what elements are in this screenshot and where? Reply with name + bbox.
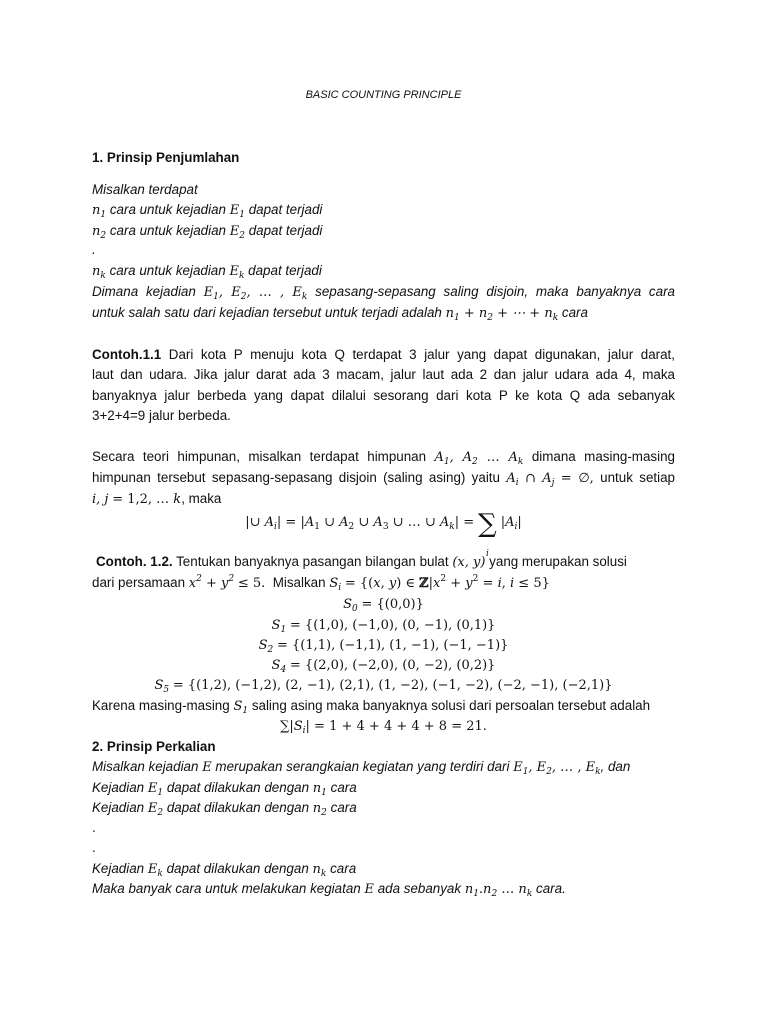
set-theory-line-2: himpunan tersebut sepasang-sepasang disjoin (saling asing) yaitu $A_i$ ∩ $A_j$ = ∅, untuk setiap (92, 470, 675, 488)
union-formula: |∪ $A_i| = |A_1$ ∪ $A_2$ ∪ $A_3$ ∪ … ∪ $A_k|$ = ∑ i $|A_i|$ (245, 509, 522, 559)
section1-heading: 1. Prinsip Penjumlahan (92, 150, 240, 165)
step-line-2: Kejadian $E_2$ dapat dilakukan dengan $n_2$ cara (92, 800, 357, 818)
total-sum: $\sum|S_i| = 1 + 4 + 4 + 4 + 8 = 21$. (280, 719, 487, 736)
example-1-2-line-1: Contoh. 1.2. Tentukan banyaknya pasangan bilangan bulat (x, y) yang merupakan solusi (96, 554, 627, 570)
disjoint-statement: Dimana kejadian $E_1$, $E_2$, … , $E_k$ sepasang-sepasang saling disjoin, maka banyaknya cara (92, 284, 675, 302)
set-s1: $S_1 = \{(1,0)$, (−1,0), (0, −1), (0,1)} (271, 618, 496, 635)
example-1-1-line-4: 3+2+4=9 jalur berbeda. (92, 408, 231, 423)
set-s0: $S_0 = \{(0,0)\}$ (343, 597, 424, 614)
ellipsis-dot: . (92, 840, 96, 855)
event-line-2: $n_2$ cara untuk kejadian $E_2$ dapat terjadi (92, 223, 323, 241)
sum-rule-result: untuk salah satu dari kejadian tersebut untuk terjadi adalah $n_1 + n_2$ + ⋯ + $n_k$ cara (92, 305, 588, 323)
example-1-1-line-1: Contoh.1.1 Dari kota P menuju kota Q terdapat 3 jalur yang dapat digunakan, jalur darat, (92, 347, 675, 362)
event-line-1: $n_1$ cara untuk kejadian $E_1$ dapat terjadi (92, 202, 323, 220)
ellipsis-dot: . (92, 242, 96, 257)
example-1-1-line-2: laut dan udara. Jika jalur darat ada 3 macam, jalur laut ada 2 dan jalur udara ada 4, maka (92, 367, 675, 382)
example-1-1-line-3: banyaknya jalur berbeda yang dapat dilalui sesorang dari kota P ke kota Q ada sebanyak (92, 388, 675, 403)
set-s2: $S_2 = \{(1,1)$, (−1,1), (1, −1), (−1, −1)} (258, 638, 509, 655)
section2-line-1: Misalkan kejadian E merupakan serangkaian kegiatan yang terdiri dari $E_1$, $E_2$, … , $E_k$, dan (92, 759, 631, 777)
set-theory-line-3: i, j = 1,2, … k, maka (92, 491, 222, 507)
set-theory-line-1: Secara teori himpunan, misalkan terdapat himpunan $A_1$, $A_2$ … $A_k$ dimana masing-masing (92, 449, 675, 467)
event-line-k: $n_k$ cara untuk kejadian $E_k$ dapat terjadi (92, 263, 322, 281)
set-s5: $S_5 = \{(1,2)$, (−1,2), (2, −1), (2,1), (1, −2), (−1, −2), (−2, −1), (−2,1)} (154, 678, 613, 695)
section1-intro: Misalkan terdapat (92, 182, 198, 197)
section2-heading: 2. Prinsip Perkalian (92, 739, 216, 754)
summation-symbol: ∑ i (478, 509, 497, 559)
document-title: BASIC COUNTING PRINCIPLE (305, 89, 462, 101)
ellipsis-dot: . (92, 820, 96, 835)
set-s4: $S_4 = \{(2,0)$, (−2,0), (0, −2), (0,2)} (271, 658, 496, 675)
step-line-k: Kejadian $E_k$ dapat dilakukan dengan $n_k$ cara (92, 861, 357, 879)
product-rule-result: Maka banyak cara untuk melakukan kegiatan E ada sebanyak $n_1.n_2$ … $n_k$ cara. (92, 881, 566, 899)
step-line-1: Kejadian $E_1$ dapat dilakukan dengan $n_1$ cara (92, 780, 357, 798)
example-1-2-line-2: dari persamaan $x^2 + y^2 \le 5$. Misalkan $S_i = \{(x$, y) ∈ $ℤ|x^2 + y^2 = i$, i ≤ 5} (92, 574, 550, 593)
example-1-2-conclusion: Karena masing-masing $S_1$ saling asing maka banyaknya solusi dari persoalan tersebut adalah (92, 698, 651, 716)
